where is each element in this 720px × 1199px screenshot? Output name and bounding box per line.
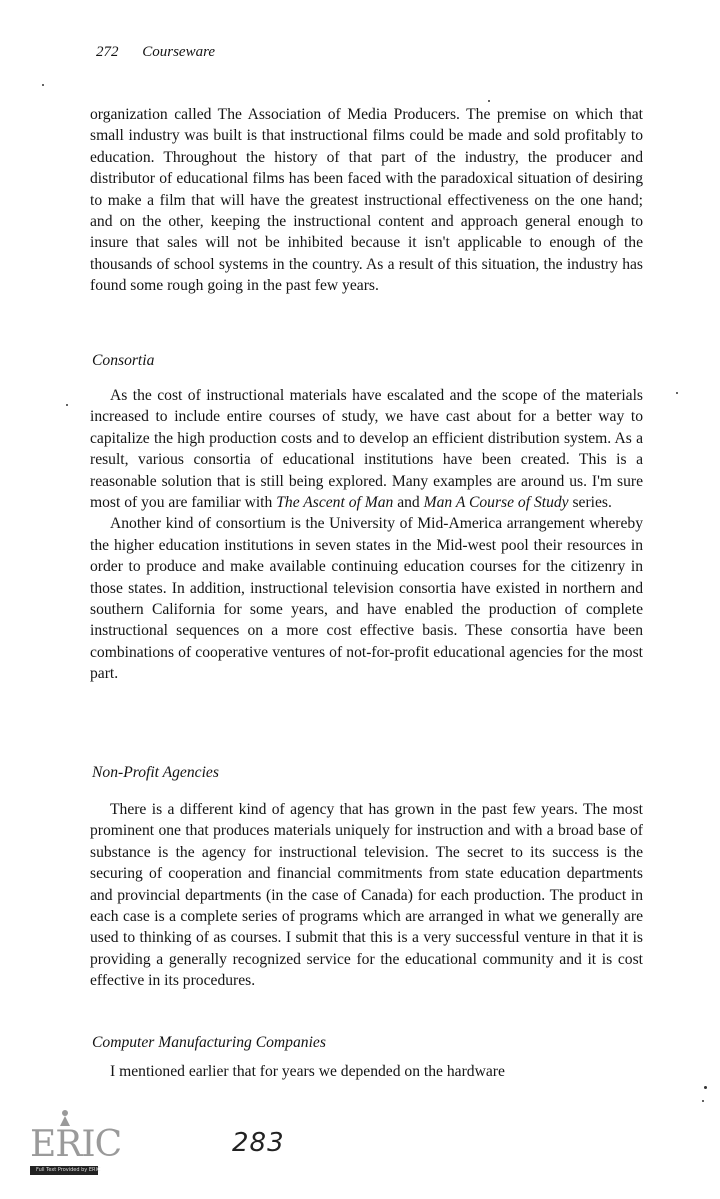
scan-speck (704, 1086, 707, 1089)
header-page-number: 272 (96, 44, 119, 60)
section-computer-manufacturing (90, 1061, 643, 1082)
running-header (96, 44, 215, 61)
section-heading-consortia: Consortia (92, 352, 155, 369)
eric-logo-bar-text: Full Text Provided by ERIC (36, 1167, 101, 1173)
paragraph-hardware: I mentioned earlier that for years we depended on the hardware (110, 1063, 505, 1080)
scan-speck (66, 404, 68, 406)
scan-speck (42, 84, 44, 86)
scan-speck (676, 392, 678, 394)
section-non-profit (90, 799, 643, 992)
paragraph-text: and (393, 494, 424, 512)
paragraph-text: series. (568, 494, 612, 512)
title-man-a-course-of-study: Man A Course of Study (423, 494, 569, 512)
section-heading-computer-manufacturing: Computer Manufacturing Companies (92, 1034, 326, 1051)
section-consortia (90, 385, 643, 685)
paragraph-consortia-intro (90, 385, 643, 513)
page-stamp: 283 (232, 1128, 285, 1158)
section-heading-non-profit: Non-Profit Agencies (92, 764, 219, 781)
title-ascent-of-man: The Ascent of Man (276, 494, 394, 512)
paragraph-text: organization called The Association of Media Producers. The premise on which that small industry was built is that instructional films could be made and sold profitably to education. Throughout the history of that part of the industry, the producer and distributor of educational films has been faced with the paradoxical situation of desiring to make a film that will have the greatest instructional effectiveness on the one hand; and on the other, keeping the instructional content and approach general enough to insure that sales will not be inhibited because it isn't applicable to enough of the thousands of school systems in the country. As a result of this situation, the industry has found some rough going in the past few years. (90, 106, 643, 295)
header-title: Courseware (142, 44, 216, 60)
eric-logo-bar (30, 1166, 101, 1175)
scan-speck (488, 100, 490, 102)
paragraph-mid-america: Another kind of consortium is the University of Mid-America arrangement whereby the higher education institutions in seven states in the Mid-west pool their resources in order to produce and make available continuing education courses for the citizenry in those states. In addition, instructional television consortia have existed in northern and southern California for some years, and have enabled the production of complete instructional sequences on a more cost effective basis. These consortia have been combinations of cooperative ventures of not-for-profit educational agencies for the most part. (90, 515, 643, 683)
eric-logo-text: ERIC (30, 1124, 122, 1165)
eric-logo (30, 1110, 122, 1173)
paragraph-non-profit: There is a different kind of agency that has grown in the past few years. The most prominent one that produces materials uniquely for instruction and with a broad base of substance is the agency for instructional television. The secret to its success is the securing of cooperation and financial commitments from state education departments and provincial departments (in the case of Canada) for each production. The product in each case is a complete series of programs which are arranged in what we generally are used to thinking of as courses. I submit that this is a very successful venture in that it is providing a generally recognized service for the educational community and it is cost effective in its procedures. (90, 801, 643, 990)
paragraph-industry (90, 104, 643, 297)
paragraph-text: As the cost of instructional materials have escalated and the scope of the materials increased to include entire courses of study, we have cast about for a better way to capitalize the high production costs and to develop an efficient distribution system. As a result, various consortia of educational institutions have been created. This is a reasonable solution that is still being explored. Many examples are around us. I'm sure most of you are familiar with (90, 387, 643, 512)
scan-speck (702, 1100, 704, 1102)
